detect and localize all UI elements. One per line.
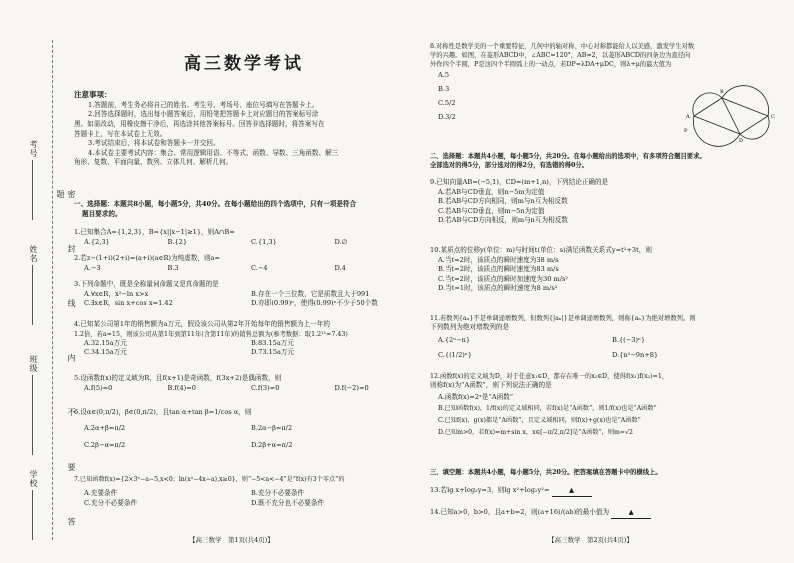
- section3-header: 三、填空题：本题共4小题，每小题5分，共20分。把答案填在答题卡中的横线上。: [430, 469, 662, 476]
- question-11: [430, 314, 786, 361]
- q4-option-b: B.83.15a万元: [251, 338, 294, 347]
- q8-stem2: 学的兴趣。如图，在菱形ABCD中，∠ABC=120°，AB=2，以菱形ABCD的四条边为直径向: [430, 52, 691, 60]
- rhombus-semicircle-figure: [682, 84, 780, 148]
- q2-option-d: D.4: [334, 263, 346, 272]
- label-xuexiao: 学校: [29, 470, 38, 488]
- q11-stem: 11.若数列{aₙ}不是单调递增数列，但数列{|aₙ|}是单调递增数列，则称{aₙ}为绝对增数列。则: [430, 315, 696, 322]
- section3: [430, 468, 786, 477]
- question-5: [74, 374, 418, 393]
- q13-blank: ▲: [552, 486, 592, 497]
- q8-stem3: 外作四个半圆，P是这四个半圆弧上的一动点，若DP=λDA+μDC，则λ+μ的最大值为: [430, 61, 672, 69]
- q6-option-b: B.2α−β=π/2: [251, 423, 293, 432]
- question-2: [74, 254, 418, 273]
- q8-option-a: A.5: [438, 71, 450, 80]
- underline-xingming: [32, 265, 33, 325]
- q10-options: [430, 256, 786, 294]
- q3-options-row1: [74, 290, 418, 300]
- q5-option-a: A.f(5)=0: [84, 383, 113, 392]
- section1-header2: 题目要求的。: [82, 209, 122, 218]
- q7-option-a: A.充要条件: [84, 488, 118, 497]
- q9-option-b: B.若AB与CD方向相同，则m与n互为相反数: [438, 197, 568, 206]
- q6-options-row1: [74, 424, 418, 434]
- q4-stem: 4.已知某公司第1年的销售额为a万元，假设该公司从第2年开始每年的销售额为上一年的: [74, 320, 330, 328]
- diagonal-bd: [722, 98, 740, 134]
- q12-option-c: C.已知f(x)，g(x)都是“A函数”，且定义域相同，则f(x)+g(x)也是“A函数”: [438, 416, 641, 424]
- question-13: [430, 486, 786, 497]
- q3-stem: 3.下列命题中，既是全称量词命题又是真命题的是: [74, 280, 219, 288]
- q8-option-b: B.3: [438, 85, 450, 94]
- q6-option-d: D.2β+α=π/2: [251, 441, 293, 450]
- notice-block: [74, 90, 414, 168]
- q12-option-a: A.函数f(x)=2ˣ是“A函数”: [438, 392, 514, 401]
- q9-stem: 9.已知向量AB=(−5,1)，CD=(m+1,n)，下列结论正确的是: [430, 178, 609, 186]
- q3-option-b: B.存在一个三位数，它是质数且大于991: [251, 289, 370, 298]
- point-c-label: C: [771, 114, 775, 120]
- q10-option-a: A.当t=2时，该质点的瞬时速度为38 m/s: [438, 255, 559, 264]
- q5-stem: 5.设函数f(x)的定义域为R，且f(x+1)是奇函数，f(3x+2)是偶函数，则: [74, 374, 282, 382]
- notice-line: 2.回答选择题时，选出每小题答案后，用铅笔把答题卡上对应题目的答案标号涂: [88, 110, 319, 119]
- q1-option-a: A.{2,3}: [84, 237, 110, 246]
- section1-header: 一、选择题：本题共8小题，每小题5分，共40分。在每小题给出的四个选项中，只有一项是符合: [74, 200, 357, 208]
- seal-dashed-line: [52, 40, 53, 540]
- binding-gutter: [0, 0, 76, 563]
- q3-option-a: A.∀x∈R，x²−ln x>x: [84, 289, 149, 298]
- question-9: [430, 178, 786, 226]
- q11-option-b: B.{(−3)ⁿ}: [612, 335, 646, 344]
- q7-option-d: D.既不充分也不必要条件: [251, 498, 325, 507]
- q2-option-c: C.−4: [251, 263, 268, 272]
- q10-option-b: B.当t=2时，该质点的瞬时速度为83 m/s: [438, 265, 559, 274]
- question-12: [430, 372, 786, 439]
- q9-option-c: C.若AB与CD垂直，则m−5n为定值: [438, 206, 545, 215]
- q3-options-row2: [74, 299, 418, 309]
- point-d-label: D: [739, 138, 744, 144]
- question-14: [430, 508, 786, 519]
- point-p-label: P: [684, 128, 688, 134]
- q14-stem: 14.已知a>0，b>0，且a+b=2，则(a+16)/(ab)的最小值为: [430, 508, 610, 516]
- q4-option-d: D.73.15a万元: [251, 348, 295, 357]
- q8-stem: 8.对称性是数学美的一个重要特征，几何中的轴对称、中心对称都能给人以美感，激发学生对数: [430, 43, 695, 50]
- q11-option-a: A.{2ⁿ−n}: [438, 335, 471, 344]
- q4-options-row1: [74, 339, 418, 349]
- q1-option-d: D.∅: [334, 237, 348, 246]
- q1-option-b: B.{2}: [167, 237, 188, 246]
- q7-options-row1: [74, 489, 418, 499]
- q2-option-a: A.−3: [84, 263, 101, 272]
- question-1: [74, 228, 418, 247]
- q11-option-c: C.{(1/2)ⁿ}: [438, 351, 472, 360]
- notice-line: 4.本试卷主要考试内容：集合、常用逻辑用语、不等式、函数、导数、三角函数、解三: [88, 148, 339, 157]
- point-a-label: A: [686, 114, 690, 120]
- label-banji: 班级: [29, 355, 38, 373]
- q14-blank: ▲: [611, 508, 651, 519]
- semicircle-ab: [693, 93, 722, 116]
- section2-header2: 全部选对的得5分，部分选对的得2分，有选错的得0分。: [430, 162, 588, 170]
- q9-option-a: A.若AB与CD垂直，则n−5m为定值: [438, 187, 545, 196]
- q8-option-d: D.3/2: [438, 112, 456, 121]
- q7-option-c: C.充分不必要条件: [84, 498, 138, 507]
- label-kaohao: 考号: [29, 140, 38, 158]
- footer-right: 【高三数学 第2页(共4页)】: [548, 535, 633, 544]
- notice-heading: 注意事项：: [74, 90, 112, 99]
- notice-line: 3.考试结束后，将本试卷和答题卡一并交回。: [88, 139, 220, 148]
- q8-option-c: C.5/2: [438, 99, 456, 108]
- page-2: [430, 0, 786, 563]
- q11-options-row1: [430, 336, 786, 346]
- seal-text: 密 封 线 内 不 要 答 题: [56, 190, 76, 548]
- q6-stem: 6.设α∈(0,π/2)，β∈(0,π/2)，且tan α+tan β=1/cos α，则: [74, 408, 252, 416]
- q4-options-row2: [74, 348, 418, 358]
- q11-stem2: 下列数列为绝对增数列的是: [430, 323, 510, 332]
- q10-stem: 10.某质点的位移y(单位：m)与时间t(单位：s)满足函数关系式y=t²+3t，则: [430, 246, 652, 254]
- q12-stem: 12.函数f(x)的定义域为D，对于任意x₁∈D，都存在唯一的x₂∈D，使得f(x₁)f(x₂)=1，: [430, 373, 669, 380]
- q3-option-d: D.亦即(0.99)ⁿ，使得(0.99)ⁿ不少于50个数: [251, 299, 378, 308]
- q7-options-row2: [74, 499, 418, 509]
- point-b-label: B: [720, 89, 724, 95]
- page-1: [74, 0, 418, 563]
- q2-options: [74, 264, 418, 274]
- q13-stem: 13.若lg x+log₂y=3，则lg x²+log₂y²=: [430, 486, 550, 494]
- page-title: 高三数学考试: [184, 54, 304, 74]
- question-3: [74, 280, 418, 309]
- q6-options-row2: [74, 441, 418, 451]
- question-10: [430, 246, 786, 294]
- q10-option-d: D.当t=1时，该质点的瞬时速度为8 m/s²: [438, 284, 558, 293]
- section2: [430, 152, 786, 170]
- notice-line: 角形、复数、平面向量、数列、立体几何、解析几何。: [74, 158, 233, 167]
- q12-stem2: 则称f(x)为“A函数”，则下列说法正确的是: [430, 381, 552, 390]
- footer-left: 【高三数学 第1页(共4页)】: [189, 535, 274, 544]
- q4-stem2: 1.2倍，若a=15，则该公司从第1年到第11年(含第11年)的销售总额为(参考数据：取1.2¹¹≈7.43): [74, 330, 348, 338]
- q4-option-a: A.32.15a万元: [84, 338, 127, 347]
- q5-options: [74, 384, 418, 394]
- q6-option-c: C.2β−α=π/2: [84, 441, 126, 450]
- q10-option-c: C.当t=2时，该质点的瞬时加速度为30 m/s²: [438, 274, 568, 283]
- q2-option-b: B.3: [167, 263, 179, 272]
- q7-stem: 7.已知函数f(x)={2×3ˣ−a−5,x<0；ln(x²−4x−a),x≥0}，则“−5<a<−4”是“f(x)有3个零点”的: [74, 476, 345, 483]
- q2-stem: 2.若z−(1+i)(2+i)=(a+i)(a∈R)为纯虚数，则a=: [74, 254, 221, 262]
- q12-option-b: B.已知函数f(x)，1/f(x)的定义域相同，若f(x)是“A函数”，则1/f(x)也是“A函数”: [438, 405, 657, 413]
- q12-options: [430, 391, 786, 439]
- q11-option-d: D.{n²−9n+8}: [612, 351, 659, 360]
- q5-option-b: B.f(4)=0: [167, 383, 196, 392]
- question-4: [74, 320, 418, 358]
- q12-option-d: D.已知m>0，若f(x)=m+sin x，x∈[−π/2,π/2]是“A函数”，则m=√2: [438, 428, 633, 436]
- q3-option-c: C.∃x∈R，sin x+cos x=1.42: [84, 299, 173, 308]
- notice-line: 1.答题前，考生务必将自己的姓名、考生号、考场号、座位号填写在答题卡上。: [88, 100, 319, 109]
- q4-option-c: C.34.15a万元: [84, 348, 127, 357]
- underline-xuexiao: [32, 490, 33, 540]
- question-7: [74, 476, 418, 508]
- q7-option-b: B.充分不必要条件: [251, 488, 305, 497]
- q5-option-d: D.f(−2)=0: [334, 383, 369, 392]
- q6-option-a: A.2α+β=π/2: [84, 423, 126, 432]
- q11-options-row2: [430, 351, 786, 361]
- q5-option-c: C.f(3)=0: [251, 383, 280, 392]
- q9-option-d: D.若AB与CD方向相反，则m与n互为相反数: [438, 216, 568, 225]
- q1-options: [74, 238, 418, 248]
- underline-banji: [32, 375, 33, 455]
- label-xingming: 姓名: [29, 245, 38, 263]
- section1: [74, 200, 418, 219]
- q1-option-c: C.{1,3}: [251, 237, 277, 246]
- semicircle-cd: [740, 116, 769, 139]
- underline-kaohao: [32, 160, 33, 220]
- question-6: [74, 408, 418, 451]
- section2-header: 二、选择题：本题共4小题，每小题5分，共20分。在每小题给出的选项中，有多项符合题目要求。: [430, 153, 706, 160]
- notice-line: 黑。如需改动，用橡皮擦干净后，再选涂其他答案标号。回答非选择题时，将答案写在: [74, 119, 325, 128]
- notice-line: 答题卡上，写在本试卷上无效。: [74, 129, 167, 138]
- q1-stem: 1.已知集合A={1,2,3}，B={x||x−1|≥1}，则A∩B=: [74, 228, 235, 236]
- q9-options: [430, 188, 786, 226]
